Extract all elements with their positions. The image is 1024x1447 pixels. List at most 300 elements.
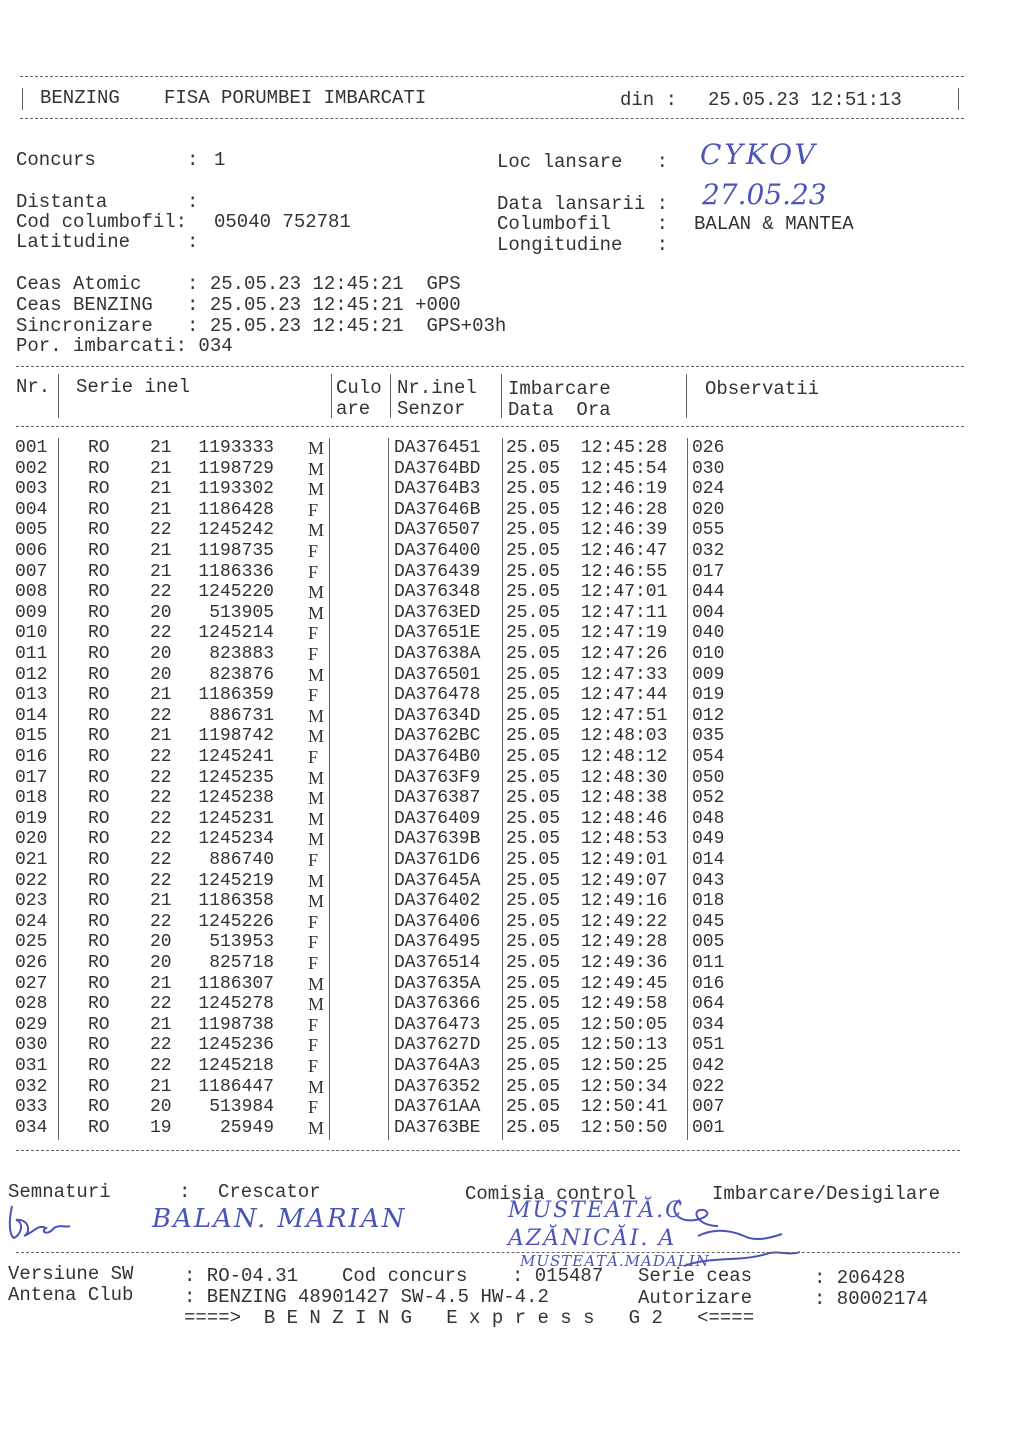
- cell-date: 25.05: [506, 499, 561, 520]
- cell-time: 12:49:01: [581, 850, 668, 870]
- cell-observatii: 020: [692, 499, 725, 520]
- cell-observatii: 054: [692, 747, 725, 767]
- cell-ring: 1245236: [198, 1035, 274, 1056]
- cell-sensor: DA376473: [394, 1014, 481, 1035]
- concurs-value: 1: [214, 149, 226, 171]
- cell-time: 12:50:34: [581, 1076, 668, 1097]
- cell-sex: M: [308, 602, 325, 623]
- cell-observatii: 018: [692, 891, 725, 912]
- cell-sex: F: [308, 623, 319, 644]
- cell-year: 21: [150, 499, 172, 520]
- cell-country: RO: [88, 767, 110, 788]
- cell-date: 25.05: [506, 623, 561, 644]
- cell-observatii: 040: [692, 623, 725, 644]
- table-row: [0, 891, 1024, 912]
- cell-nr: 013: [15, 685, 48, 706]
- benzing-express-banner: ====> B E N Z I N G E x p r e s s G 2 <====: [184, 1307, 755, 1329]
- table-row: [0, 974, 1024, 995]
- cell-nr: 010: [15, 623, 48, 644]
- cell-nr: 025: [15, 932, 48, 953]
- data-lansarii-value: 27.05.23: [702, 178, 827, 211]
- cell-nr: 032: [15, 1076, 48, 1097]
- cell-sex: F: [308, 644, 319, 664]
- cell-year: 19: [150, 1117, 172, 1138]
- cell-country: RO: [88, 582, 110, 603]
- cell-nr: 005: [15, 520, 48, 541]
- table-row: [0, 459, 1024, 480]
- cell-country: RO: [88, 561, 110, 582]
- cell-sex: F: [308, 1097, 319, 1118]
- cell-sensor: DA37634D: [394, 705, 481, 726]
- cell-date: 25.05: [506, 953, 561, 973]
- col-sep-1: [58, 374, 59, 418]
- porumbei-imbarcati: Por. imbarcati: 034: [16, 335, 233, 357]
- cell-nr: 030: [15, 1035, 48, 1056]
- cell-ring: 1186359: [198, 685, 274, 706]
- cell-ring: 1186428: [198, 499, 274, 520]
- cell-date: 25.05: [506, 602, 561, 623]
- cell-year: 20: [150, 953, 172, 973]
- cell-sensor: DA37627D: [394, 1035, 481, 1056]
- cell-time: 12:49:28: [581, 932, 668, 953]
- din-value: 25.05.23 12:51:13: [708, 89, 902, 111]
- cell-date: 25.05: [506, 973, 561, 994]
- cell-country: RO: [88, 623, 110, 644]
- table-row: [0, 1056, 1024, 1077]
- table-row: [0, 438, 1024, 459]
- cell-date: 25.05: [506, 541, 561, 561]
- table-top-rule: [16, 366, 964, 367]
- cell-nr: 015: [15, 726, 48, 747]
- cell-time: 12:46:28: [581, 499, 668, 520]
- cell-country: RO: [88, 911, 110, 932]
- cell-date: 25.05: [506, 644, 561, 664]
- col-imbarcare-2: Data Ora: [508, 399, 611, 421]
- cell-date: 25.05: [506, 767, 561, 788]
- table-row: [0, 1035, 1024, 1056]
- cell-time: 12:47:19: [581, 623, 668, 644]
- cell-time: 12:49:36: [581, 953, 668, 973]
- header-top-rule: [20, 76, 964, 77]
- table-row: [0, 747, 1024, 768]
- cell-country: RO: [88, 788, 110, 809]
- table-row: [0, 500, 1024, 521]
- cell-nr: 016: [15, 747, 48, 767]
- cell-sex: M: [308, 458, 325, 479]
- latitudine-label: Latitudine :: [16, 231, 199, 253]
- cell-year: 20: [150, 664, 172, 685]
- cell-observatii: 017: [692, 561, 725, 582]
- table-bottom-rule: [16, 1150, 960, 1151]
- cell-country: RO: [88, 520, 110, 541]
- cell-sex: F: [308, 685, 319, 706]
- table-row: [0, 871, 1024, 892]
- cell-ring: 825718: [209, 953, 274, 973]
- cell-country: RO: [88, 1056, 110, 1076]
- cell-time: 12:47:11: [581, 602, 668, 623]
- cell-time: 12:50:05: [581, 1014, 668, 1035]
- cell-time: 12:45:28: [581, 438, 668, 458]
- cell-year: 22: [150, 994, 172, 1015]
- cell-country: RO: [88, 644, 110, 664]
- cell-date: 25.05: [506, 911, 561, 932]
- cell-sensor: DA376478: [394, 685, 481, 706]
- cell-ring: 1198738: [198, 1014, 274, 1035]
- cell-year: 22: [150, 808, 172, 829]
- table-row: [0, 726, 1024, 747]
- cell-date: 25.05: [506, 829, 561, 850]
- cell-time: 12:50:41: [581, 1097, 668, 1118]
- cell-country: RO: [88, 1035, 110, 1056]
- header-left-bar: [22, 88, 23, 110]
- imbarcare-desigilare-label: Imbarcare/Desigilare: [712, 1183, 941, 1205]
- cell-time: 12:48:30: [581, 767, 668, 788]
- cell-nr: 007: [15, 561, 48, 582]
- crescator-handwritten-name: BALAN. MARIAN: [152, 1204, 407, 1234]
- cell-date: 25.05: [506, 705, 561, 726]
- table-row: [0, 520, 1024, 541]
- cell-observatii: 009: [692, 664, 725, 685]
- cell-country: RO: [88, 499, 110, 520]
- cell-date: 25.05: [506, 1097, 561, 1118]
- cell-date: 25.05: [506, 1035, 561, 1056]
- cell-ring: 1245220: [198, 582, 274, 603]
- cell-sex: M: [308, 973, 325, 994]
- table-row: [0, 768, 1024, 789]
- cell-year: 22: [150, 1056, 172, 1076]
- cell-sex: F: [308, 932, 319, 953]
- cell-year: 20: [150, 932, 172, 953]
- cell-ring: 1198742: [198, 726, 274, 747]
- cell-nr: 012: [15, 664, 48, 685]
- cell-country: RO: [88, 705, 110, 726]
- cell-nr: 003: [15, 479, 48, 500]
- page-title: FISA PORUMBEI IMBARCATI: [164, 87, 427, 109]
- cell-nr: 014: [15, 705, 48, 726]
- table-row: [0, 932, 1024, 953]
- cell-observatii: 001: [692, 1117, 725, 1138]
- cell-country: RO: [88, 973, 110, 994]
- table-row: [0, 644, 1024, 665]
- cell-time: 12:50:13: [581, 1035, 668, 1056]
- cell-date: 25.05: [506, 932, 561, 953]
- cell-sex: F: [308, 747, 319, 767]
- antena-label: Antena Club: [8, 1284, 134, 1306]
- cell-country: RO: [88, 747, 110, 767]
- cell-sensor: DA3761D6: [394, 850, 481, 870]
- cell-year: 22: [150, 1035, 172, 1056]
- col-sep-5: [686, 374, 687, 418]
- cell-date: 25.05: [506, 479, 561, 500]
- cell-nr: 024: [15, 911, 48, 932]
- cod-columbofil-value: 05040 752781: [214, 211, 351, 233]
- cell-date: 25.05: [506, 664, 561, 685]
- cell-sex: F: [308, 499, 319, 520]
- cell-sex: M: [308, 891, 325, 912]
- cell-time: 12:48:53: [581, 829, 668, 850]
- cell-date: 25.05: [506, 1056, 561, 1076]
- cell-year: 22: [150, 747, 172, 767]
- cell-observatii: 030: [692, 458, 725, 479]
- cell-country: RO: [88, 932, 110, 953]
- cell-sensor: DA376439: [394, 561, 481, 582]
- cell-ring: 1193333: [198, 438, 274, 458]
- cell-sensor: DA376507: [394, 520, 481, 541]
- loc-lansare-label: Loc lansare :: [497, 151, 669, 173]
- cell-year: 21: [150, 561, 172, 582]
- cell-sex: M: [308, 479, 325, 500]
- cell-sex: M: [308, 520, 325, 541]
- cell-time: 12:46:47: [581, 541, 668, 561]
- cell-nr: 001: [15, 438, 48, 458]
- cell-sensor: DA376366: [394, 994, 481, 1015]
- cell-time: 12:47:44: [581, 685, 668, 706]
- table-row: [0, 603, 1024, 624]
- cell-sensor: DA376352: [394, 1076, 481, 1097]
- cell-sensor: DA37645A: [394, 870, 481, 891]
- col-nr-inel-1: Nr.inel: [397, 377, 477, 399]
- distanta-label: Distanta :: [16, 191, 199, 213]
- cell-date: 25.05: [506, 994, 561, 1015]
- cell-time: 12:50:50: [581, 1117, 668, 1138]
- concurs-label: Concurs :: [16, 149, 199, 171]
- cell-ring: 823876: [209, 664, 274, 685]
- cell-country: RO: [88, 685, 110, 706]
- cell-sex: M: [308, 1117, 325, 1138]
- cell-country: RO: [88, 808, 110, 829]
- table-row: [0, 706, 1024, 727]
- semnaturi-label: Semnaturi :: [8, 1181, 191, 1203]
- cell-sex: M: [308, 767, 325, 788]
- cell-sex: M: [308, 829, 325, 850]
- cell-ring: 1245238: [198, 788, 274, 809]
- cell-sensor: DA37638A: [394, 644, 481, 664]
- footer-top-rule: [16, 1252, 960, 1253]
- cell-observatii: 043: [692, 870, 725, 891]
- cell-date: 25.05: [506, 458, 561, 479]
- table-row: [0, 1097, 1024, 1118]
- columbofil-value: BALAN & MANTEA: [694, 213, 854, 235]
- cell-sex: F: [308, 561, 319, 582]
- cell-date: 25.05: [506, 582, 561, 603]
- cell-country: RO: [88, 726, 110, 747]
- cell-time: 12:47:01: [581, 582, 668, 603]
- cell-ring: 886740: [209, 850, 274, 870]
- cell-date: 25.05: [506, 747, 561, 767]
- cell-sex: F: [308, 1014, 319, 1035]
- cell-sensor: DA3764BD: [394, 458, 481, 479]
- cell-sensor: DA3763BE: [394, 1117, 481, 1138]
- cell-year: 22: [150, 767, 172, 788]
- serie-ceas-value: : 206428: [814, 1267, 906, 1289]
- cell-sensor: DA376402: [394, 891, 481, 912]
- cell-date: 25.05: [506, 520, 561, 541]
- cell-ring: 1245226: [198, 911, 274, 932]
- cell-year: 21: [150, 891, 172, 912]
- cell-sensor: DA3763ED: [394, 602, 481, 623]
- cell-country: RO: [88, 602, 110, 623]
- cod-concurs-label: Cod concurs: [342, 1265, 468, 1287]
- cell-ring: 1186447: [198, 1076, 274, 1097]
- cell-nr: 020: [15, 829, 48, 850]
- cell-year: 22: [150, 870, 172, 891]
- cod-columbofil-label: Cod columbofil:: [16, 211, 188, 233]
- autorizare-value: : 80002174: [814, 1288, 929, 1310]
- versiune-value: : RO-04.31: [184, 1265, 299, 1287]
- col-nr: Nr.: [16, 376, 51, 398]
- cell-observatii: 051: [692, 1035, 725, 1056]
- cell-date: 25.05: [506, 1076, 561, 1097]
- table-row: [0, 953, 1024, 974]
- loc-lansare-value: CYKOV: [700, 138, 818, 171]
- ceas-atomic: Ceas Atomic : 25.05.23 12:45:21 GPS: [16, 273, 461, 295]
- data-lansarii-label: Data lansarii :: [497, 193, 669, 215]
- cell-year: 21: [150, 973, 172, 994]
- cell-year: 22: [150, 520, 172, 541]
- cell-country: RO: [88, 953, 110, 973]
- cell-time: 12:47:33: [581, 664, 668, 685]
- cell-nr: 027: [15, 973, 48, 994]
- cell-time: 12:48:46: [581, 808, 668, 829]
- cell-sensor: DA376400: [394, 541, 481, 561]
- table-row: [0, 788, 1024, 809]
- cell-sex: F: [308, 1035, 319, 1056]
- cell-year: 22: [150, 850, 172, 870]
- cell-nr: 004: [15, 499, 48, 520]
- cell-nr: 018: [15, 788, 48, 809]
- cell-sex: F: [308, 541, 319, 561]
- ceas-benzing: Ceas BENZING : 25.05.23 12:45:21 +000: [16, 294, 461, 316]
- cell-sensor: DA376409: [394, 808, 481, 829]
- cell-observatii: 004: [692, 602, 725, 623]
- cell-observatii: 010: [692, 644, 725, 664]
- cell-sensor: DA376501: [394, 664, 481, 685]
- cell-sex: M: [308, 705, 325, 726]
- autorizare-label: Autorizare: [638, 1287, 753, 1309]
- cell-date: 25.05: [506, 808, 561, 829]
- cell-ring: 1245278: [198, 994, 274, 1015]
- cell-time: 12:48:38: [581, 788, 668, 809]
- cell-time: 12:50:25: [581, 1056, 668, 1076]
- cell-nr: 031: [15, 1056, 48, 1076]
- cell-observatii: 045: [692, 911, 725, 932]
- cell-year: 21: [150, 1014, 172, 1035]
- sincronizare: Sincronizare : 25.05.23 12:45:21 GPS+03h: [16, 315, 507, 337]
- cell-year: 21: [150, 541, 172, 561]
- cell-year: 21: [150, 438, 172, 458]
- versiune-label: Versiune SW: [8, 1263, 134, 1285]
- cell-sensor: DA37651E: [394, 623, 481, 644]
- cell-sensor: DA3762BC: [394, 726, 481, 747]
- cell-year: 21: [150, 479, 172, 500]
- cell-ring: 1198735: [198, 541, 274, 561]
- cell-country: RO: [88, 994, 110, 1015]
- col-observatii: Observatii: [705, 378, 820, 400]
- table-row: [0, 665, 1024, 686]
- cell-year: 20: [150, 644, 172, 664]
- cell-sex: M: [308, 582, 325, 603]
- cell-sensor: DA376495: [394, 932, 481, 953]
- cell-observatii: 007: [692, 1097, 725, 1118]
- cell-nr: 034: [15, 1117, 48, 1138]
- cell-sex: F: [308, 911, 319, 932]
- cell-country: RO: [88, 1014, 110, 1035]
- cell-sensor: DA37639B: [394, 829, 481, 850]
- cell-ring: 25949: [219, 1117, 274, 1138]
- cell-sensor: DA3761AA: [394, 1097, 481, 1118]
- cell-year: 20: [150, 602, 172, 623]
- cell-time: 12:47:51: [581, 705, 668, 726]
- comisia-handwritten-3: MUSTEAȚĂ.MADALIN: [520, 1252, 710, 1270]
- cell-time: 12:49:58: [581, 994, 668, 1015]
- cell-observatii: 012: [692, 705, 725, 726]
- cell-sex: M: [308, 870, 325, 891]
- col-culoare-2: are: [336, 398, 371, 420]
- cell-observatii: 022: [692, 1076, 725, 1097]
- table-row: [0, 623, 1024, 644]
- header-bottom-rule: [20, 118, 964, 119]
- cell-date: 25.05: [506, 788, 561, 809]
- cell-observatii: 035: [692, 726, 725, 747]
- cell-sensor: DA376348: [394, 582, 481, 603]
- cell-ring: 1198729: [198, 458, 274, 479]
- cell-sex: M: [308, 994, 325, 1015]
- cell-ring: 1245235: [198, 767, 274, 788]
- cell-observatii: 026: [692, 438, 725, 458]
- cell-time: 12:46:39: [581, 520, 668, 541]
- cell-ring: 513953: [209, 932, 274, 953]
- cell-observatii: 049: [692, 829, 725, 850]
- cell-country: RO: [88, 479, 110, 500]
- cell-time: 12:45:54: [581, 458, 668, 479]
- serie-ceas-label: Serie ceas: [638, 1265, 753, 1287]
- cell-country: RO: [88, 541, 110, 561]
- cell-observatii: 024: [692, 479, 725, 500]
- cell-nr: 011: [15, 644, 48, 664]
- col-serie-inel: Serie inel: [76, 376, 191, 398]
- comisia-handwritten-1: MUSTEATĂ.C: [508, 1198, 684, 1223]
- cell-sex: M: [308, 1076, 325, 1097]
- cell-ring: 1245241: [198, 747, 274, 767]
- cell-time: 12:48:12: [581, 747, 668, 767]
- cod-concurs-value: : 015487: [512, 1265, 604, 1287]
- columbofil-label: Columbofil :: [497, 213, 669, 235]
- cell-observatii: 055: [692, 520, 725, 541]
- longitudine-label: Longitudine :: [497, 234, 669, 256]
- cell-year: 20: [150, 1097, 172, 1118]
- cell-year: 21: [150, 1076, 172, 1097]
- cell-sex: F: [308, 850, 319, 870]
- cell-sensor: DA376514: [394, 953, 481, 973]
- cell-sex: M: [308, 726, 325, 747]
- comisia-handwritten-2: AZĂNICĂI. A: [508, 1226, 677, 1251]
- cell-nr: 021: [15, 850, 48, 870]
- cell-observatii: 034: [692, 1014, 725, 1035]
- cell-country: RO: [88, 664, 110, 685]
- cell-observatii: 014: [692, 850, 725, 870]
- cell-country: RO: [88, 1076, 110, 1097]
- cell-observatii: 019: [692, 685, 725, 706]
- cell-country: RO: [88, 1117, 110, 1138]
- cell-year: 21: [150, 685, 172, 706]
- cell-ring: 1186336: [198, 561, 274, 582]
- cell-ring: 1193302: [198, 479, 274, 500]
- cell-year: 22: [150, 911, 172, 932]
- signature-mark-crescator: [4, 1198, 76, 1244]
- cell-date: 25.05: [506, 1014, 561, 1035]
- cell-observatii: 048: [692, 808, 725, 829]
- cell-ring: 1245242: [198, 520, 274, 541]
